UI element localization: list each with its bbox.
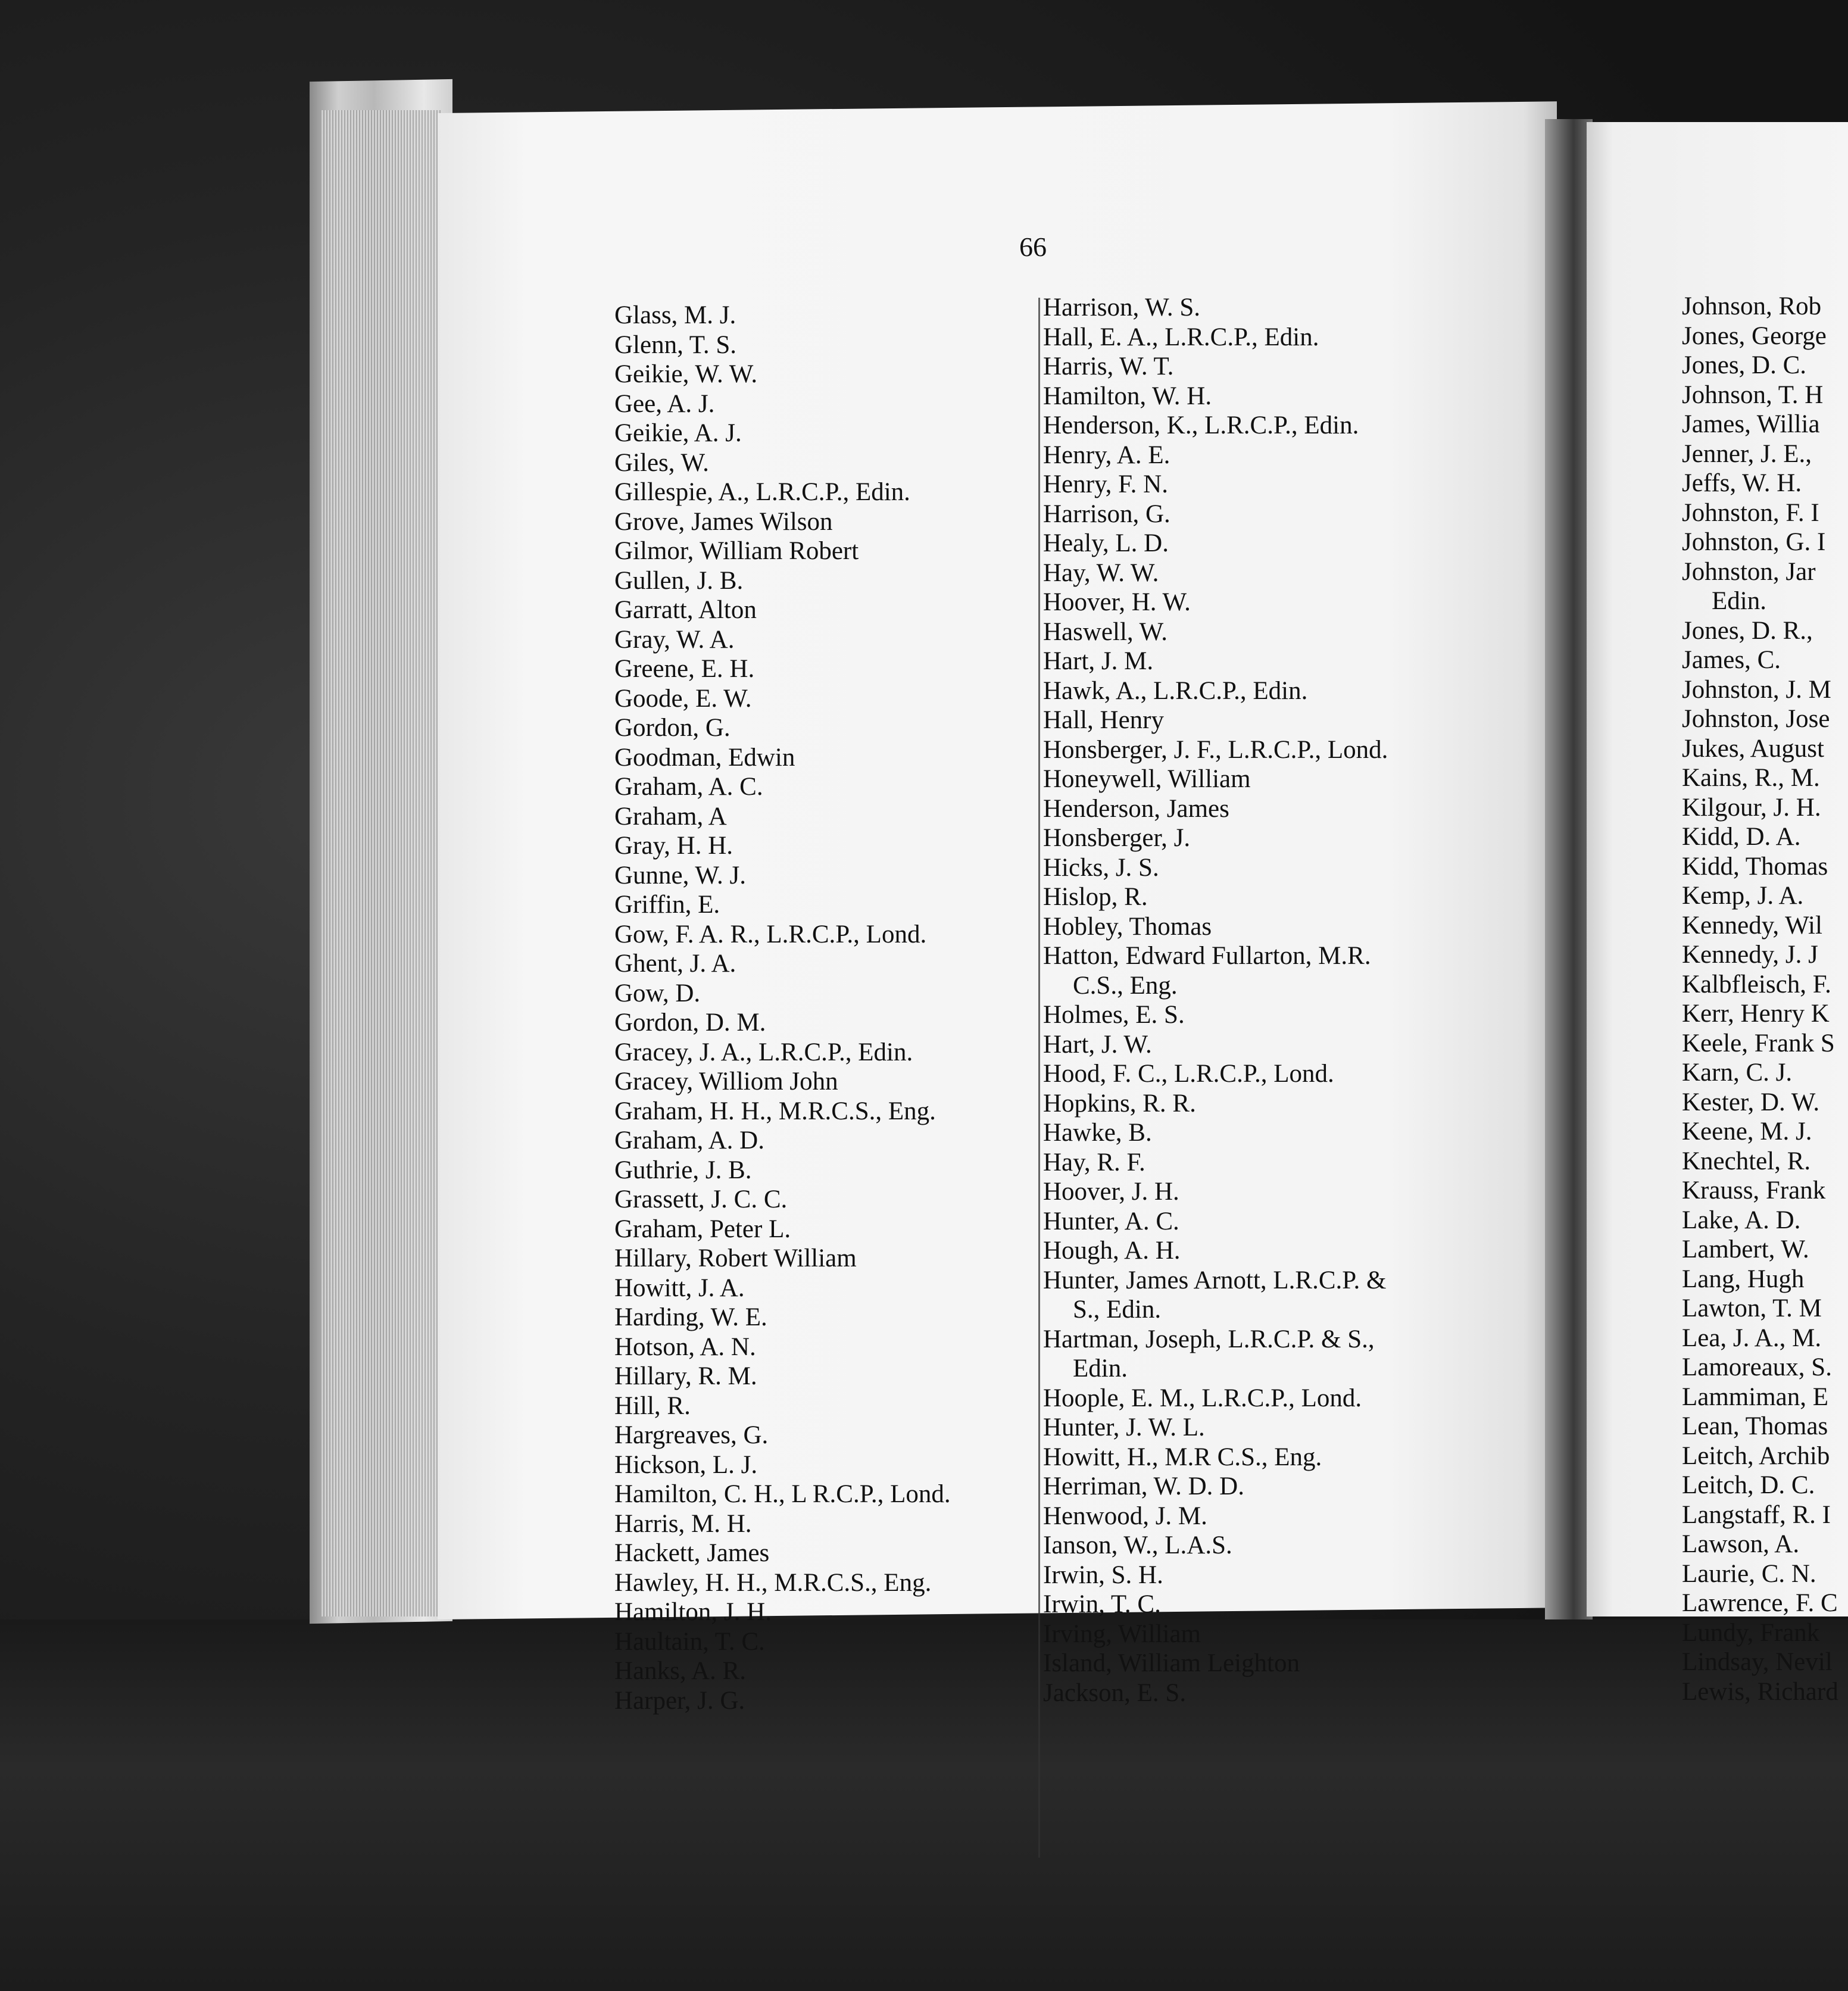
list-item: Hart, J. W.: [1043, 1030, 1152, 1059]
name-column-2: [1043, 293, 1388, 1708]
list-item: James, Willia: [1682, 410, 1820, 438]
list-item: Gordon, G.: [614, 714, 731, 742]
list-item: Haswell, W.: [1043, 617, 1168, 646]
list-item: Harrison, G.: [1043, 500, 1170, 528]
list-item: Johnston, J. M: [1682, 675, 1831, 704]
list-item: Hunter, A. C.: [1043, 1207, 1179, 1235]
list-item: Grassett, J. C. C.: [614, 1185, 788, 1213]
list-item: Lake, A. D.: [1682, 1206, 1801, 1234]
list-item: Hargreaves, G.: [614, 1421, 769, 1449]
list-item: Hoople, E. M., L.R.C.P., Lond.: [1043, 1384, 1362, 1412]
list-item: Hobley, Thomas: [1043, 912, 1212, 941]
list-item: Healy, L. D.: [1043, 529, 1169, 557]
list-item: Honsberger, J. F., L.R.C.P., Lond.: [1043, 735, 1388, 764]
list-item: Herriman, W. D. D.: [1043, 1472, 1244, 1500]
list-item: Ghent, J. A.: [614, 950, 736, 978]
list-item: Lammiman, E: [1682, 1383, 1828, 1411]
list-item: Goodman, Edwin: [614, 743, 795, 772]
list-item: Hawk, A., L.R.C.P., Edin.: [1043, 676, 1308, 705]
left-page: [438, 101, 1557, 1619]
list-item: Hackett, James: [614, 1539, 770, 1567]
list-item: Hunter, J. W. L.: [1043, 1413, 1205, 1441]
name-column-1: [614, 301, 951, 1715]
list-item: Lundy, Frank: [1682, 1618, 1820, 1647]
list-item: Hart, J. M.: [1043, 647, 1154, 675]
list-item: Hood, F. C., L.R.C.P., Lond.: [1043, 1060, 1334, 1088]
list-item: Lewis, Richard: [1682, 1677, 1838, 1706]
list-item: Gunne, W. J.: [614, 861, 746, 890]
list-item: Lea, J. A., M.: [1682, 1324, 1822, 1352]
list-item: Gilmor, William Robert: [614, 537, 859, 565]
list-item: Gullen, J. B.: [614, 566, 744, 595]
list-item: Grove, James Wilson: [614, 507, 833, 536]
list-item: Keele, Frank S: [1682, 1029, 1835, 1057]
list-item: Knechtel, R.: [1682, 1147, 1811, 1175]
list-item: Hay, W. W.: [1043, 558, 1159, 587]
list-item: Irwin, T. C.: [1043, 1590, 1161, 1618]
name-column-3: [1682, 292, 1848, 1706]
list-item: Johnston, Jar: [1682, 557, 1816, 586]
list-item: Hawke, B.: [1043, 1119, 1152, 1147]
column-divider: [1038, 298, 1040, 1858]
list-item: Lang, Hugh: [1682, 1265, 1805, 1293]
list-item: Langstaff, R. I: [1682, 1500, 1831, 1529]
list-item: Karn, C. J.: [1682, 1059, 1793, 1087]
list-item: Gow, D.: [614, 979, 701, 1007]
list-item: Hamilton, W. H.: [1043, 382, 1212, 410]
list-item: Johnson, Rob: [1682, 292, 1822, 320]
list-item: Honeywell, William: [1043, 765, 1251, 793]
list-item-continuation: Edin.: [1073, 1355, 1128, 1383]
list-item: Gracey, J. A., L.R.C.P., Edin.: [614, 1038, 913, 1066]
page-number: 66: [1019, 232, 1047, 262]
list-item: Glass, M. J.: [614, 301, 736, 329]
list-item: Leitch, D. C.: [1682, 1471, 1815, 1499]
list-item: Laurie, C. N.: [1682, 1559, 1816, 1588]
list-item: Hall, E. A., L.R.C.P., Edin.: [1043, 323, 1319, 351]
list-item: Harrison, W. S.: [1043, 294, 1200, 322]
list-item: Hamilton, J. H.: [614, 1598, 772, 1626]
list-item: James, C.: [1682, 646, 1781, 674]
page-edges: [321, 110, 441, 1616]
list-item: Jones, D. C.: [1682, 351, 1807, 379]
list-item: Hay, R. F.: [1043, 1148, 1145, 1176]
list-item: Lindsay, Nevil: [1682, 1648, 1833, 1676]
list-item-continuation: Edin.: [1712, 587, 1766, 615]
list-item: Leitch, Archib: [1682, 1441, 1830, 1470]
list-item: Lawson, A.: [1682, 1530, 1800, 1558]
list-item: Jeffs, W. H.: [1682, 469, 1802, 497]
list-item: Lambert, W.: [1682, 1235, 1809, 1263]
list-item: Hoover, J. H.: [1043, 1178, 1179, 1206]
list-item: Krauss, Frank: [1682, 1176, 1826, 1204]
list-item: Henderson, James: [1043, 794, 1229, 823]
list-item: Kennedy, J. J: [1682, 941, 1818, 969]
list-item: Hamilton, C. H., L R.C.P., Lond.: [614, 1480, 951, 1508]
list-item-continuation: S., Edin.: [1073, 1296, 1162, 1324]
list-item: Irving, William: [1043, 1619, 1201, 1648]
list-item: Honsberger, J.: [1043, 824, 1191, 852]
list-item: Gillespie, A., L.R.C.P., Edin.: [614, 478, 910, 506]
list-item: Island, William Leighton: [1043, 1649, 1300, 1677]
list-item: Hillary, Robert William: [614, 1244, 857, 1272]
book-spine: [1545, 119, 1593, 1619]
list-item: Harper, J. G.: [614, 1686, 745, 1715]
list-item: Goode, E. W.: [614, 684, 752, 713]
list-item: Johnston, G. I: [1682, 528, 1826, 556]
list-item: Hunter, James Arnott, L.R.C.P. &: [1043, 1266, 1387, 1294]
list-item: Hall, Henry: [1043, 706, 1164, 734]
list-item: Glenn, T. S.: [614, 330, 737, 359]
list-item: Hanks, A. R.: [614, 1657, 746, 1685]
list-item: Jones, George: [1682, 322, 1827, 350]
list-item: Kester, D. W.: [1682, 1088, 1820, 1116]
list-item: Ianson, W., L.A.S.: [1043, 1531, 1232, 1559]
list-item: Henry, A. E.: [1043, 441, 1170, 469]
list-item: Giles, W.: [614, 448, 709, 477]
list-item: Hartman, Joseph, L.R.C.P. & S.,: [1043, 1325, 1375, 1353]
list-item: Kidd, Thomas: [1682, 852, 1828, 881]
list-item: Howitt, J. A.: [614, 1274, 745, 1302]
list-item: Holmes, E. S.: [1043, 1001, 1185, 1029]
list-item: Graham, H. H., M.R.C.S., Eng.: [614, 1097, 936, 1125]
list-item: Garratt, Alton: [614, 596, 757, 624]
list-item: Hill, R.: [614, 1391, 691, 1420]
list-item: Gray, W. A.: [614, 625, 735, 654]
list-item: Lawton, T. M: [1682, 1294, 1822, 1322]
list-item: Henwood, J. M.: [1043, 1502, 1207, 1530]
list-item: Gracey, Williom John: [614, 1068, 838, 1096]
list-item: Hickson, L. J.: [614, 1450, 758, 1479]
list-item: Lawrence, F. C: [1682, 1589, 1838, 1617]
list-item: Johnston, Jose: [1682, 705, 1830, 733]
list-item: Hislop, R.: [1043, 883, 1148, 911]
list-item: Gow, F. A. R., L.R.C.P., Lond.: [614, 920, 927, 948]
list-item: Gray, H. H.: [614, 832, 733, 860]
list-item: Hawley, H. H., M.R.C.S., Eng.: [614, 1568, 932, 1597]
list-item: Henderson, K., L.R.C.P., Edin.: [1043, 411, 1359, 439]
list-item: Henry, F. N.: [1043, 470, 1168, 498]
list-item: Geikie, A. J.: [614, 419, 742, 447]
list-item: Kains, R., M.: [1682, 764, 1820, 792]
list-item: Graham, A: [614, 802, 727, 831]
list-item: Jenner, J. E.,: [1682, 439, 1812, 468]
list-item: Griffin, E.: [614, 891, 720, 919]
list-item: Johnston, F. I: [1682, 498, 1819, 527]
list-item: Hicks, J. S.: [1043, 853, 1159, 882]
list-item: Harris, W. T.: [1043, 352, 1174, 380]
list-item: Irwin, S. H.: [1043, 1561, 1163, 1589]
list-item: Hough, A. H.: [1043, 1237, 1181, 1265]
list-item: Harris, M. H.: [614, 1509, 752, 1538]
list-item: Graham, A. C.: [614, 773, 763, 801]
list-item: Hoover, H. W.: [1043, 588, 1191, 616]
list-item: Howitt, H., M.R C.S., Eng.: [1043, 1443, 1322, 1471]
list-item: Graham, A. D.: [614, 1126, 764, 1154]
list-item: Kalbfleisch, F.: [1682, 970, 1831, 998]
list-item: Gee, A. J.: [614, 389, 715, 418]
list-item: Hopkins, R. R.: [1043, 1089, 1196, 1118]
list-item: Gordon, D. M.: [614, 1009, 766, 1037]
list-item: Hillary, R. M.: [614, 1362, 757, 1390]
list-item: Greene, E. H.: [614, 655, 755, 683]
list-item: Harding, W. E.: [614, 1303, 767, 1331]
list-item: Geikie, W. W.: [614, 360, 758, 388]
list-item: Kerr, Henry K: [1682, 1000, 1830, 1028]
list-item: Haultain, T. C.: [614, 1627, 765, 1656]
list-item: Kennedy, Wil: [1682, 911, 1822, 940]
list-item: Kilgour, J. H.: [1682, 793, 1821, 822]
list-item: Jackson, E. S.: [1043, 1678, 1187, 1707]
list-item: Graham, Peter L.: [614, 1215, 791, 1243]
list-item: Hatton, Edward Fullarton, M.R.: [1043, 942, 1371, 970]
list-item: Keene, M. J.: [1682, 1118, 1812, 1146]
list-item: Johnson, T. H: [1682, 380, 1824, 409]
list-item: Jukes, August: [1682, 734, 1824, 763]
list-item: Kidd, D. A.: [1682, 823, 1801, 851]
list-item: Lean, Thomas: [1682, 1412, 1828, 1440]
list-item: Jones, D. R.,: [1682, 616, 1813, 645]
list-item-continuation: C.S., Eng.: [1073, 971, 1178, 1000]
list-item: Lamoreaux, S.: [1682, 1353, 1832, 1381]
list-item: Kemp, J. A.: [1682, 882, 1804, 910]
list-item: Hotson, A. N.: [614, 1332, 756, 1361]
list-item: Guthrie, J. B.: [614, 1156, 752, 1184]
